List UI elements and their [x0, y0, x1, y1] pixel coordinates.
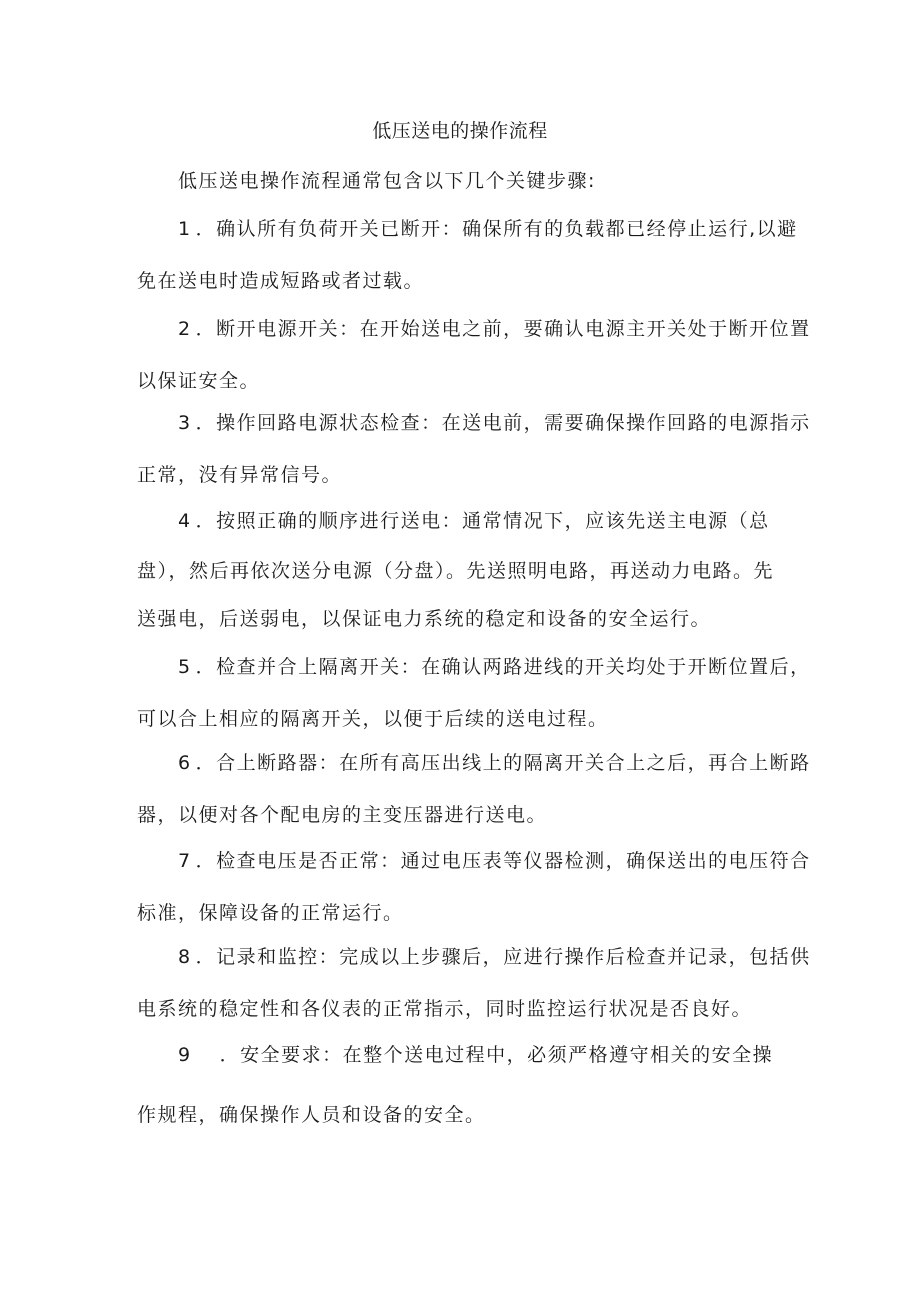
- step-line: [178, 216, 798, 242]
- intro-paragraph: 低压送电操作流程通常包含以下几个关键步骤:: [178, 170, 596, 192]
- step-text: ．确认所有负荷开关已断开：确保所有的负载都已经停止运行,以避: [195, 218, 798, 240]
- step-line: 作规程，确保操作人员和设备的安全。: [137, 1104, 486, 1126]
- step-number: 9: [178, 1044, 192, 1066]
- step-line: [178, 848, 811, 874]
- step-line: [178, 508, 770, 534]
- step-line: 盘），然后再依次送分电源（分盘）。先送照明电路，再送动力电路。先: [137, 560, 775, 582]
- step-line: [178, 316, 811, 342]
- step-text: ．安全要求：在整个送电过程中，必须严格遵守相关的安全操: [219, 1044, 774, 1066]
- step-line: [178, 410, 811, 436]
- step-number: 8: [178, 946, 192, 968]
- step-number: 4: [178, 510, 192, 532]
- step-line: 以保证安全。: [137, 370, 261, 392]
- step-text: ．检查并合上隔离开关：在确认两路进线的开关均处于开断位置后，: [195, 656, 811, 678]
- step-line: 器，以便对各个配电房的主变压器进行送电。: [137, 804, 548, 826]
- step-text: ．操作回路电源状态检查：在送电前，需要确保操作回路的电源指示: [195, 412, 811, 434]
- step-line: 送强电，后送弱电，以保证电力系统的稳定和设备的安全运行。: [137, 608, 712, 630]
- step-line: 可以合上相应的隔离开关，以便于后续的送电过程。: [137, 708, 609, 730]
- step-text: ．合上断路器：在所有高压出线上的隔离开关合上之后，再合上断路: [195, 752, 811, 774]
- step-text: ．记录和监控：完成以上步骤后，应进行操作后检查并记录，包括供: [195, 946, 811, 968]
- step-line: [178, 944, 811, 970]
- step-line: 免在送电时造成短路或者过载。: [137, 270, 425, 292]
- step-number: 3: [178, 412, 192, 434]
- document-title: 低压送电的操作流程: [372, 120, 548, 142]
- step-line: 正常，没有异常信号。: [137, 464, 343, 486]
- step-number: 1: [178, 218, 192, 240]
- step-text: ．检查电压是否正常：通过电压表等仪器检测，确保送出的电压符合: [195, 850, 811, 872]
- step-number: 6: [178, 752, 192, 774]
- step-line: [178, 750, 811, 776]
- step-text: ．按照正确的顺序进行送电：通常情况下，应该先送主电源（总: [195, 510, 770, 532]
- step-line: 标准，保障设备的正常运行。: [137, 902, 404, 924]
- step-number: 5: [178, 656, 192, 678]
- step-text: ．断开电源开关：在开始送电之前，要确认电源主开关处于断开位置: [195, 318, 811, 340]
- step-number: 2: [178, 318, 192, 340]
- step-line: 电系统的稳定性和各仪表的正常指示，同时监控运行状况是否良好。: [137, 998, 753, 1020]
- step-line: [178, 654, 811, 680]
- step-line: [178, 1042, 773, 1068]
- step-number: 7: [178, 850, 192, 872]
